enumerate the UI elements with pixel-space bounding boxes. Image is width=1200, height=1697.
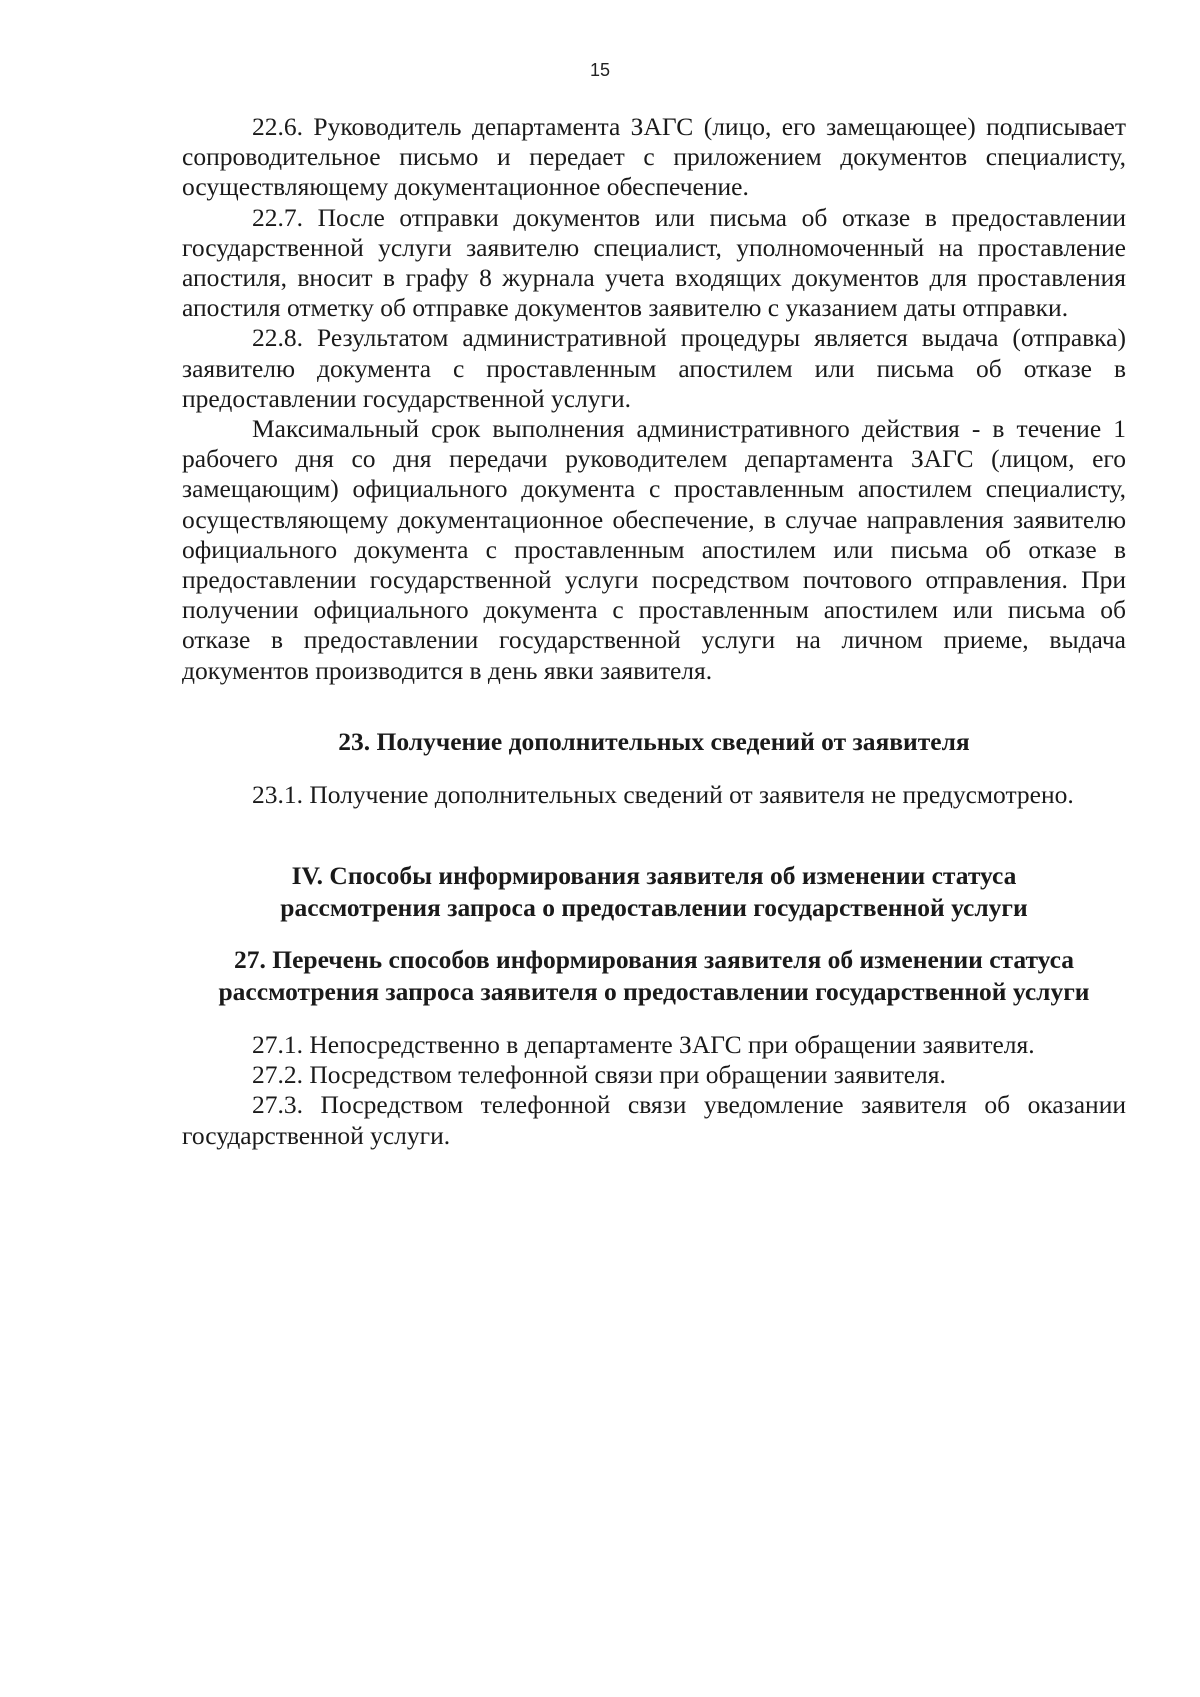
paragraph-max-term: Максимальный срок выполнения административного действия - в течение 1 рабочего дня со дня передачи руководителем департамента ЗАГС (лицом, его замещающим) официального документа с проставленным апостилем специалисту, осуществляющему документационное обеспечение, в случае направления заявителю официального документа с проставленным апостилем или письма об отказе в предоставлении государственной услуги посредством почтового отправления. При получении официального документа с проставленным апостилем или письма об отказе в предоставлении государственной услуги на личном приеме, выдача документов производится в день явки заявителя.	[182, 414, 1126, 685]
section-27-heading-line1: 27. Перечень способов информирования заявителя об изменении статуса	[234, 945, 1074, 975]
paragraph-27-2: 27.2. Посредством телефонной связи при обращении заявителя.	[252, 1060, 946, 1090]
section-27-heading	[182, 944, 1126, 1008]
chapter-4-heading-line1: IV. Способы информирования заявителя об изменении статуса	[291, 861, 1017, 891]
chapter-4-heading-line2: рассмотрения запроса о предоставлении государственной услуги	[280, 893, 1028, 923]
spacer	[182, 758, 1126, 780]
paragraph-22-7: 22.7. После отправки документов или письма об отказе в предоставлении государственной услуги заявителю специалист, уполномоченный на проставление апостиля, вносит в графу 8 журнала учета входящих документов для проставления апостиля отметку об отправке документов заявителю с указанием даты отправки.	[182, 202, 1126, 323]
spacer	[182, 1008, 1126, 1030]
section-27-heading-line2: рассмотрения запроса заявителя о предоставлении государственной услуги	[218, 977, 1090, 1007]
section-23-heading: 23. Получение дополнительных сведений от заявителя	[338, 726, 970, 756]
document-body	[182, 112, 1126, 1151]
paragraph-22-8: 22.8. Результатом административной процедуры является выдача (отправка) заявителю документа с проставленным апостилем или письма об отказе в предоставлении государственной услуги.	[182, 323, 1126, 413]
spacer	[182, 810, 1126, 860]
spacer	[182, 924, 1126, 944]
chapter-4-heading	[182, 860, 1126, 924]
paragraph-27-1: 27.1. Непосредственно в департаменте ЗАГС при обращении заявителя.	[252, 1030, 1035, 1060]
paragraph-27-3: 27.3. Посредством телефонной связи уведомление заявителя об оказании государственной услуги.	[182, 1090, 1126, 1150]
paragraph-22-6: 22.6. Руководитель департамента ЗАГС (лицо, его замещающее) подписывает сопроводительное письмо и передает с приложением документов специалисту, осуществляющему документационное обеспечение.	[182, 112, 1126, 202]
page-number: 15	[589, 60, 611, 80]
spacer	[182, 686, 1126, 726]
paragraph-23-1: 23.1. Получение дополнительных сведений от заявителя не предусмотрено.	[252, 779, 1074, 809]
